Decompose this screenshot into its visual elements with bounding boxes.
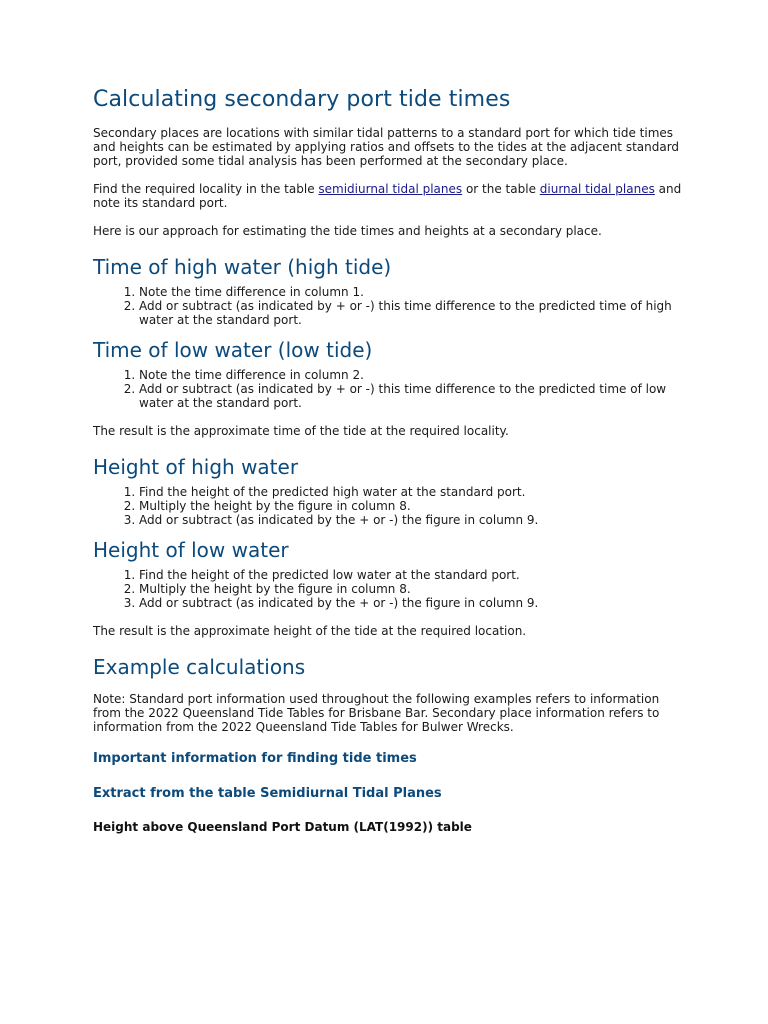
list-item: 3. Add or subtract (as indicated by the + or -) the figure in column 9. — [139, 596, 683, 610]
high-water-time-heading: Time of high water (high tide) — [93, 255, 392, 279]
page-title: Calculating secondary port tide times — [93, 87, 511, 112]
approach-paragraph: Here is our approach for estimating the tide times and heights at a secondary place. — [93, 224, 602, 238]
diurnal-tidal-planes-link[interactable]: diurnal tidal planes — [539, 182, 655, 196]
semidiurnal-tidal-planes-link[interactable]: semidiurnal tidal planes — [318, 182, 463, 196]
find-middle-text: or the table — [462, 182, 540, 196]
example-calculations-heading: Example calculations — [93, 655, 306, 679]
list-item: 2. Multiply the height by the figure in column 8. — [139, 582, 683, 596]
list-item: 1. Find the height of the predicted high water at the standard port. — [139, 485, 683, 499]
high-water-height-steps — [93, 485, 683, 527]
find-suffix-text: and note its standard port. — [93, 182, 682, 210]
find-locality-paragraph — [93, 182, 683, 210]
list-item: 2. Add or subtract (as indicated by + or -) this time difference to the predicted time of high water at the standard port. — [139, 299, 683, 327]
important-info-heading: Important information for finding tide times — [93, 751, 417, 766]
high-water-time-steps — [93, 285, 683, 327]
extract-table-heading: Extract from the table Semidiurnal Tidal Planes — [93, 786, 442, 801]
list-item: 1. Find the height of the predicted low water at the standard port. — [139, 568, 683, 582]
low-water-height-steps — [93, 568, 683, 610]
document-page — [93, 86, 683, 835]
list-item: 1. Note the time difference in column 2. — [139, 368, 683, 382]
example-note-paragraph: Note: Standard port information used throughout the following examples refers to information from the 2022 Queensland Tide Tables for Brisbane Bar. Secondary place information refers to information from the 2022 Queensland Tide Tables for Bulwer Wrecks. — [93, 692, 660, 734]
find-prefix-text: Find the required locality in the table — [93, 182, 319, 196]
low-water-height-heading: Height of low water — [93, 538, 289, 562]
high-water-height-heading: Height of high water — [93, 455, 299, 479]
low-water-time-heading: Time of low water (low tide) — [93, 338, 373, 362]
low-water-time-steps — [93, 368, 683, 410]
list-item: 2. Add or subtract (as indicated by + or -) this time difference to the predicted time of low water at the standard port. — [139, 382, 683, 410]
list-item: 2. Multiply the height by the figure in column 8. — [139, 499, 683, 513]
intro-paragraph: Secondary places are locations with similar tidal patterns to a standard port for which tide times and heights can be estimated by applying ratios and offsets to the tides at the adjacent standard port, provided some tidal analysis has been performed at the secondary place. — [93, 126, 680, 168]
height-result-paragraph: The result is the approximate height of the tide at the required location. — [93, 624, 527, 638]
list-item: 1. Note the time difference in column 1. — [139, 285, 683, 299]
time-result-paragraph: The result is the approximate time of the tide at the required locality. — [93, 424, 509, 438]
table-caption: Height above Queensland Port Datum (LAT(1992)) table — [93, 820, 472, 834]
list-item: 3. Add or subtract (as indicated by the + or -) the figure in column 9. — [139, 513, 683, 527]
